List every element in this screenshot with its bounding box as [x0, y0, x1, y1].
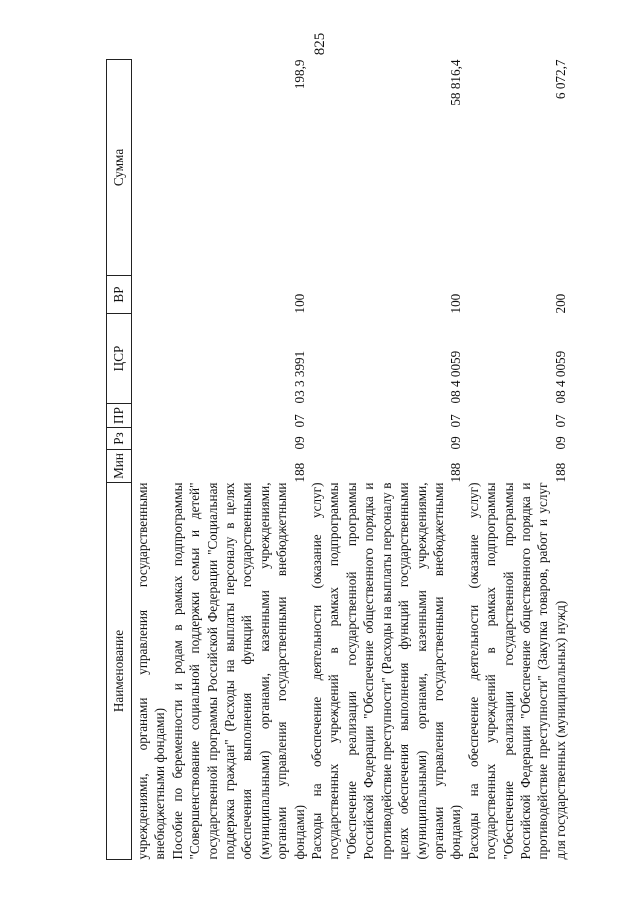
row-min: 188 — [448, 462, 464, 483]
row-min: 188 — [291, 462, 307, 483]
row-pr: 07 — [448, 414, 464, 428]
row-vr: 100 — [291, 293, 307, 314]
row-vr: 100 — [448, 293, 464, 314]
row-min: 188 — [552, 462, 568, 483]
row-csr: 03 3 3991 — [291, 350, 307, 404]
row-sum: 6 072,7 — [552, 59, 568, 100]
header-pr: ПР — [107, 404, 132, 428]
rotated-page-content — [106, 60, 626, 860]
row-sum: 198,9 — [291, 59, 307, 90]
table-header-row — [107, 60, 132, 860]
row-name: Расходы на обеспечение деятельности (оказание услуг) государственных учреждений в рамках подпрограммы "Обеспечение реализации государственной программы Российской Федерации "Обеспечение общественного порядка и противодействие преступности" (Закупка товаров, работ и услуг для государственных (муниципальных) нужд) — [465, 482, 568, 860]
header-name: Наименование — [107, 483, 132, 860]
table-row — [132, 60, 169, 860]
header-csr: ЦСР — [107, 314, 132, 404]
row-name: учреждениями, органами управления государственными внебюджетными фондами) — [135, 482, 168, 860]
page-number: 825 — [312, 32, 328, 56]
row-csr: 08 4 0059 — [552, 350, 568, 404]
row-pr: 07 — [552, 414, 568, 428]
table-row — [308, 60, 465, 860]
row-rz — [132, 428, 169, 450]
row-vr: 200 — [552, 293, 568, 314]
row-csr — [132, 314, 169, 404]
header-rz: Рз — [107, 428, 132, 450]
row-name: Расходы на обеспечение деятельности (оказание услуг) государственных учреждений в рамках подпрограммы "Обеспечение реализации государственной программы Российской Федерации "Обеспечение общественного порядка и противодействие преступности" (Расходы на выплаты персоналу в целях обеспечения выполнения функций государственными (муниципальными) органами, казенными учреждениями, органами управления государственными внебюджетными фондами) — [309, 482, 464, 860]
table-row — [169, 60, 308, 860]
header-min: Мин — [107, 450, 132, 483]
header-vr: ВР — [107, 276, 132, 314]
row-rz: 09 — [552, 436, 568, 450]
row-pr: 07 — [291, 414, 307, 428]
row-pr — [132, 404, 169, 428]
row-sum: 58 816,4 — [448, 59, 464, 106]
table-row — [465, 60, 569, 860]
row-rz: 09 — [291, 436, 307, 450]
row-min — [132, 450, 169, 483]
row-csr: 08 4 0059 — [448, 350, 464, 404]
header-sum: Сумма — [107, 60, 132, 276]
row-vr — [132, 276, 169, 314]
row-sum — [132, 60, 169, 276]
budget-table — [106, 59, 569, 860]
row-name: Пособие по беременности и родам в рамках подпрограммы "Совершенствование социальной поддержки семьи и детей" государственной программы Российской Федерации "Социальная поддержка граждан" (Расходы на выплаты персоналу в целях обеспечения выполнения функций государственными (муниципальными) органами, казенными учреждениями, органами управления государственными внебюджетными фондами) — [169, 482, 307, 860]
row-rz: 09 — [448, 436, 464, 450]
